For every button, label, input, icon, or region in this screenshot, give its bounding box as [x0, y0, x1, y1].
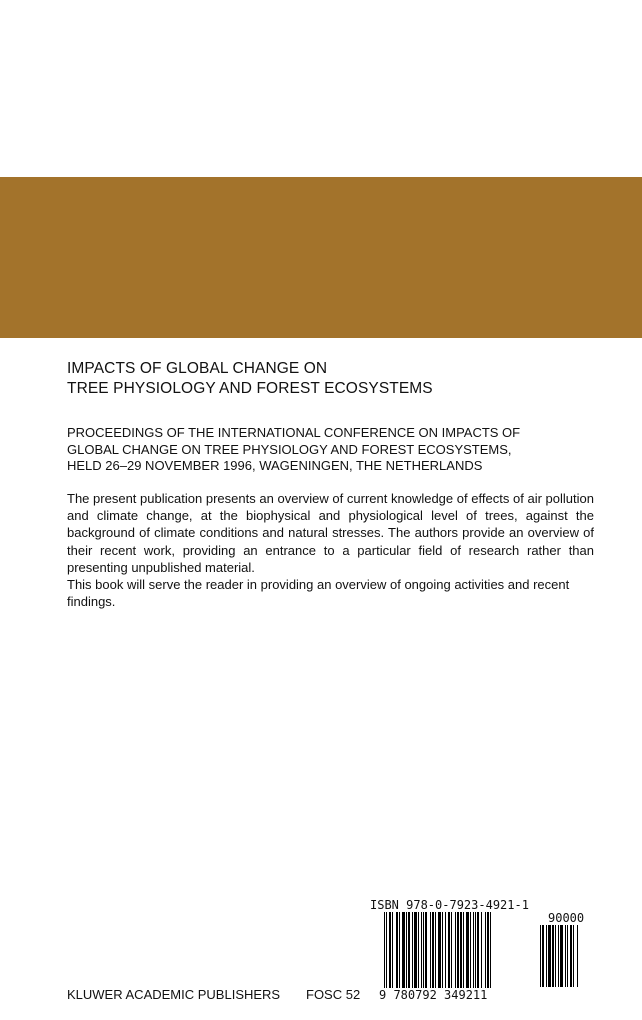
- title-line-2: TREE PHYSIOLOGY AND FOREST ECOSYSTEMS: [67, 380, 433, 397]
- barcode-bar: [570, 925, 572, 987]
- barcode-bar: [460, 912, 462, 988]
- barcode-bar: [430, 912, 431, 988]
- barcode-bar: [451, 912, 452, 988]
- barcode-digits: 9 780792 349211: [379, 988, 488, 1002]
- barcode-bar: [432, 912, 434, 988]
- book-description: [67, 490, 594, 610]
- barcode-bar: [546, 925, 547, 987]
- barcode-bar: [475, 912, 476, 988]
- isbn-barcode: [384, 912, 530, 988]
- title-line-1: IMPACTS OF GLOBAL CHANGE ON: [67, 360, 328, 377]
- barcode-bar: [421, 912, 422, 988]
- barcode-bar: [490, 912, 491, 988]
- barcode-bar: [386, 912, 387, 988]
- barcode-bar: [560, 925, 563, 987]
- barcode-bar: [567, 925, 568, 987]
- barcode-bar: [477, 912, 479, 988]
- barcode-bar: [558, 925, 559, 987]
- barcode-bar: [396, 912, 398, 988]
- barcode-bar: [418, 912, 419, 988]
- book-title: [67, 359, 607, 399]
- barcode-bar: [442, 912, 443, 988]
- barcode-bar: [542, 925, 544, 987]
- barcode-bar: [448, 912, 450, 988]
- barcode-bar: [555, 925, 556, 987]
- cover-color-band: [0, 177, 642, 338]
- barcode-bar: [577, 925, 578, 987]
- barcode-bar: [565, 925, 566, 987]
- barcode-bar: [455, 912, 456, 988]
- description-paragraph-1: The present publication presents an overview of current knowledge of effects of air pollution and climate change, at the biophysical and physiological level of trees, against the background of climate conditions and natural stresses. The authors provide an overview of their recent work, providing an entrance to a particular field of research rather than presenting unpublished material.: [67, 491, 594, 575]
- barcode-bar: [552, 925, 554, 987]
- barcode-bar: [423, 912, 424, 988]
- barcode-bar: [425, 912, 427, 988]
- barcode-bar: [470, 912, 471, 988]
- barcode-bar: [406, 912, 407, 988]
- barcode-bar: [573, 925, 574, 987]
- barcode-bar: [384, 912, 385, 988]
- description-paragraph-2: This book will serve the reader in providing an overview of ongoing activities and recent findings.: [67, 577, 570, 610]
- barcode-bar: [473, 912, 474, 988]
- price-code: 90000: [548, 911, 585, 925]
- barcode-bar: [548, 925, 551, 987]
- barcode-bar: [389, 912, 391, 988]
- barcode-bar: [414, 912, 417, 988]
- barcode-bar: [481, 912, 482, 988]
- proceedings-line-2: GLOBAL CHANGE ON TREE PHYSIOLOGY AND FOREST ECOSYSTEMS,: [67, 441, 512, 457]
- proceedings-line-1: PROCEEDINGS OF THE INTERNATIONAL CONFERENCE ON IMPACTS OF: [67, 425, 521, 440]
- barcode-bar: [463, 912, 464, 988]
- isbn-label: ISBN 978-0-7923-4921-1: [370, 898, 529, 912]
- barcode-bar: [408, 912, 410, 988]
- publisher-name: KLUWER ACADEMIC PUBLISHERS: [67, 987, 281, 1002]
- barcode-bar: [457, 912, 459, 988]
- price-addon-barcode: [540, 925, 598, 987]
- barcode-bar: [438, 912, 441, 988]
- barcode-bar: [402, 912, 405, 988]
- proceedings-line-3: HELD 26–29 NOVEMBER 1996, WAGENINGEN, THE NETHERLANDS: [67, 458, 483, 473]
- barcode-bar: [412, 912, 413, 988]
- barcode-bar: [435, 912, 436, 988]
- barcode-bar: [485, 912, 486, 988]
- barcode-bar: [540, 925, 541, 987]
- barcode-bar: [392, 912, 393, 988]
- series-code: FOSC 52: [306, 987, 361, 1002]
- barcode-bar: [466, 912, 469, 988]
- barcode-bar: [487, 912, 489, 988]
- barcode-bar: [445, 912, 446, 988]
- proceedings-subtitle: [67, 425, 587, 475]
- barcode-bar: [399, 912, 400, 988]
